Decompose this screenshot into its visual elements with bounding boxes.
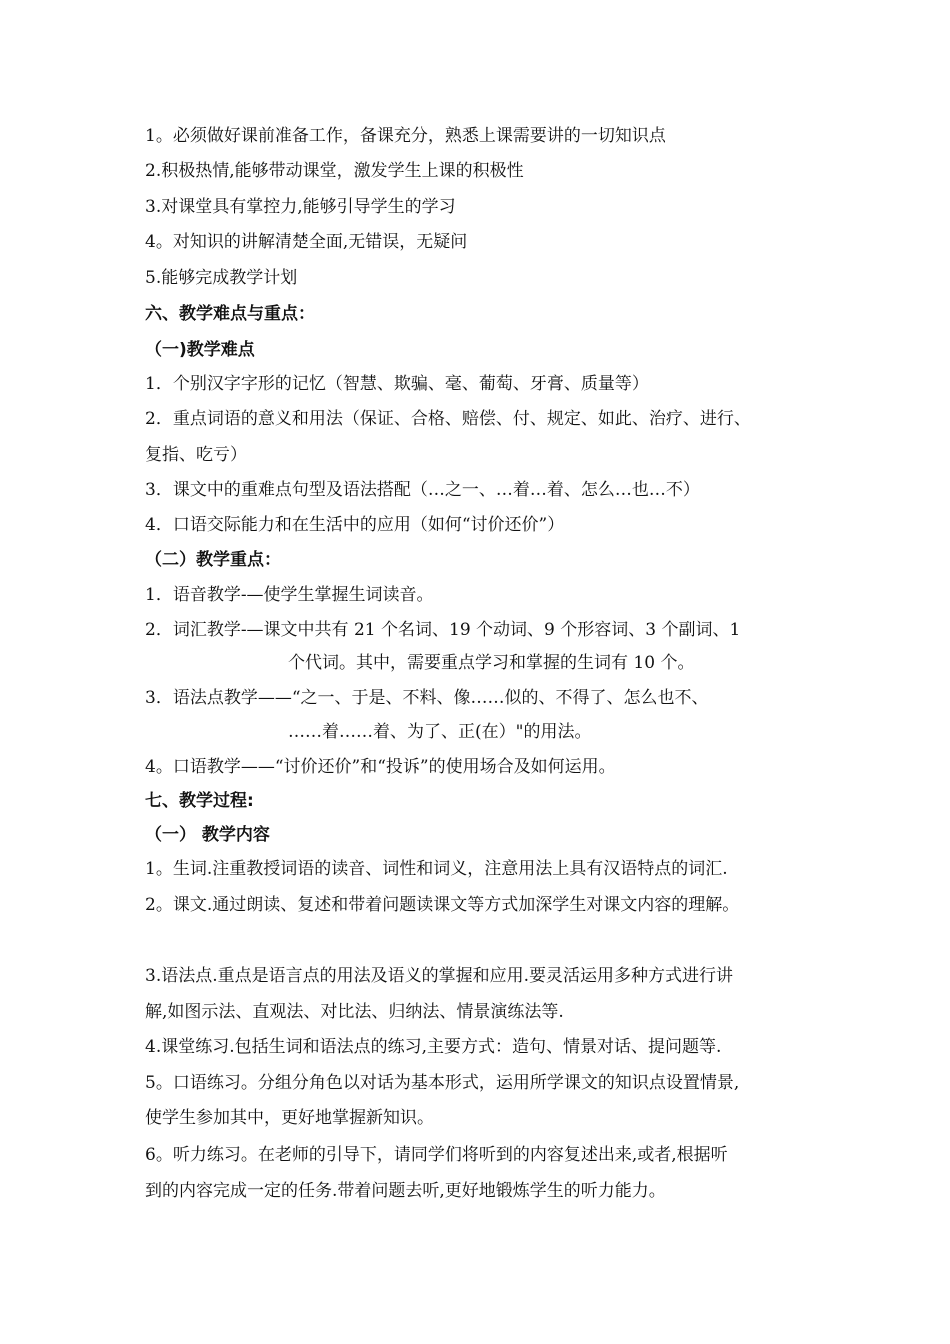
paragraph-line: 3．语法点教学——“之一、于是、不料、像……似的、不得了、怎么也不、 — [145, 688, 709, 708]
paragraph-line: 5。口语练习。分组分角色以对话为基本形式，运用所学课文的知识点设置情景, — [145, 1073, 740, 1093]
paragraph-line: 3.语法点.重点是语言点的用法及语义的掌握和应用.要灵活运用多种方式进行讲 — [145, 966, 734, 986]
paragraph-line: 复指、吃亏） — [145, 445, 247, 465]
paragraph-line: 到的内容完成一定的任务.带着问题去听,更好地锻炼学生的听力能力。 — [145, 1181, 666, 1201]
paragraph-line: 2．词汇教学-—课文中共有 21 个名词、19 个动词、9 个形容词、3 个副词、1 — [145, 620, 741, 640]
paragraph-line: 1．个别汉字字形的记忆（智慧、欺骗、毫、葡萄、牙膏、质量等） — [145, 374, 649, 394]
subsection-heading: （一)教学难点 — [145, 340, 255, 360]
paragraph-line: 1。必须做好课前准备工作，备课充分，熟悉上课需要讲的一切知识点 — [145, 126, 666, 146]
paragraph-line-continued: 个代词。其中，需要重点学习和掌握的生词有 10 个。 — [288, 653, 695, 673]
paragraph-line: 4。口语教学——“讨价还价”和“投诉”的使用场合及如何运用。 — [145, 757, 616, 777]
paragraph-line: 6。听力练习。在老师的引导下，请同学们将听到的内容复述出来,或者,根据听 — [145, 1145, 728, 1165]
section-heading: 七、教学过程: — [145, 791, 254, 811]
paragraph-line: 使学生参加其中，更好地掌握新知识。 — [145, 1108, 434, 1128]
paragraph-line: 2.积极热情,能够带动课堂，激发学生上课的积极性 — [145, 161, 524, 181]
paragraph-line: 4.课堂练习.包括生词和语法点的练习,主要方式：造句、情景对话、提问题等. — [145, 1037, 722, 1057]
paragraph-line: 5.能够完成教学计划 — [145, 268, 298, 288]
section-heading: 六、教学难点与重点： — [145, 304, 315, 324]
subsection-heading: （二）教学重点： — [145, 550, 281, 570]
paragraph-line: 4。对知识的讲解清楚全面,无错误，无疑问 — [145, 232, 468, 252]
paragraph-line: 3．课文中的重难点句型及语法搭配（…之一、…着…着、怎么…也…不） — [145, 480, 700, 500]
paragraph-line: 2。课文.通过朗读、复述和带着问题读课文等方式加深学生对课文内容的理解。 — [145, 895, 740, 915]
paragraph-line: 解,如图示法、直观法、对比法、归纳法、情景演练法等. — [145, 1002, 564, 1022]
paragraph-line: 3.对课堂具有掌控力,能够引导学生的学习 — [145, 197, 456, 217]
paragraph-line: 2．重点词语的意义和用法（保证、合格、赔偿、付、规定、如此、治疗、进行、 — [145, 409, 751, 429]
subsection-heading: （一） 教学内容 — [145, 825, 270, 845]
paragraph-line: 1．语音教学-—使学生掌握生词读音。 — [145, 585, 434, 605]
paragraph-line: 1。生词.注重教授词语的读音、词性和词义，注意用法上具有汉语特点的词汇. — [145, 859, 728, 879]
paragraph-line-continued: ……着……着、为了、正(在）"的用法。 — [288, 722, 592, 742]
paragraph-line: 4．口语交际能力和在生活中的应用（如何“讨价还价”） — [145, 515, 565, 535]
